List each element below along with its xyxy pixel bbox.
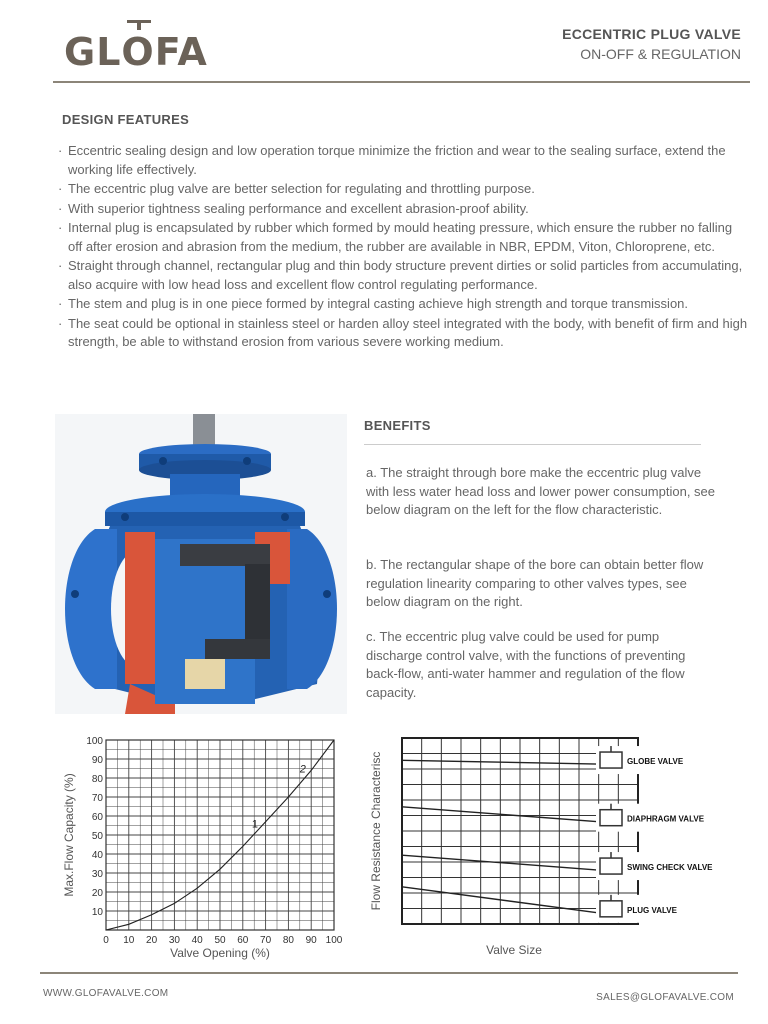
x-tick-label: 30 (168, 935, 180, 946)
benefits-divider (364, 444, 701, 445)
glofa-logo (64, 20, 214, 74)
y-tick-label: 90 (91, 755, 103, 766)
email-link[interactable]: SALES@GLOFAVALVE.COM (596, 992, 734, 1003)
y-tick-label: 30 (91, 869, 103, 880)
y-tick-label: 10 (91, 907, 103, 918)
series-label: PLUG VALVE (627, 905, 677, 915)
x-tick-label: 40 (191, 935, 203, 946)
annotation-label: 2 (299, 763, 306, 776)
design-features-heading: DESIGN FEATURES (62, 112, 190, 127)
y-tick-label: 60 (91, 812, 103, 823)
annotation-label: 1 (251, 818, 259, 831)
benefit-item: b. The rectangular shape of the bore can obtain better flow regulation linearity comparing to other valves types, see below diagram on the right. (366, 557, 704, 609)
product-title: ECCENTRIC PLUG VALVE (562, 26, 741, 42)
feature-item: · The stem and plug is in one piece formed by integral casting achieve high strength and torque transmission. (58, 295, 748, 314)
x-tick-label: 60 (237, 935, 249, 946)
y-tick-label: 70 (91, 793, 103, 804)
y-axis-label: Max.Flow Capacity (%) (62, 773, 76, 897)
x-tick-label: 100 (325, 935, 343, 946)
y-tick-label: 100 (86, 736, 103, 747)
y-tick-label: 20 (91, 888, 103, 899)
y-tick-label: 40 (91, 850, 103, 861)
series-label: DIAPHRAGM VALVE (627, 814, 705, 824)
feature-item: · Eccentric sealing design and low operation torque minimize the friction and wear to the sealing surface, extend the working life effectively. (58, 142, 748, 179)
feature-item: · Straight through channel, rectangular plug and thin body structure prevent dirties or solid particles from accumulating, also acquire with low head loss and excellent flow control regulating performance. (58, 257, 748, 294)
x-tick-label: 90 (305, 935, 317, 946)
x-tick-label: 80 (282, 935, 294, 946)
x-axis-label: Valve Size (486, 943, 542, 957)
benefit-item: a. The straight through bore make the eccentric plug valve with less water head loss and lower power consumption, see below diagram on the left for the flow characteristic. (366, 465, 716, 517)
flow-capacity-chart (56, 728, 352, 964)
design-features-list (58, 142, 748, 353)
header-divider (53, 81, 750, 83)
x-axis-label: Valve Opening (%) (170, 946, 270, 960)
benefits-heading: BENEFITS (364, 418, 431, 433)
x-tick-label: 10 (123, 935, 135, 946)
x-tick-label: 0 (103, 935, 109, 946)
x-tick-label: 70 (260, 935, 272, 946)
valve-cutaway-image (55, 414, 347, 714)
y-tick-label: 80 (91, 774, 103, 785)
benefit-item: c. The eccentric plug valve could be used for pump discharge control valve, with the functions of preventing back-flow, anti-water hammer and regulation of the flow capacity. (366, 629, 686, 700)
product-subtitle: ON-OFF & REGULATION (580, 46, 741, 62)
y-tick-label: 50 (91, 831, 103, 842)
logo-text: GLOFA (64, 30, 208, 74)
series-label: SWING CHECK VALVE (627, 863, 713, 873)
y-axis-label: Flow Resistance Characterisc (369, 751, 383, 911)
feature-item: · The seat could be optional in stainless steel or harden alloy steel integrated with the body, with benefit of firm and high strength, be able to withstand erosion from various severe working medium. (58, 315, 748, 352)
feature-item: · With superior tightness sealing performance and excellent abrasion-proof ability. (58, 200, 748, 219)
footer-divider (40, 972, 738, 974)
x-tick-label: 50 (214, 935, 226, 946)
feature-item: · Internal plug is encapsulated by rubber which formed by mould heating pressure, which ensure the rubber no falling off after erosion and abrasion from the medium, the rubber are available in NBR, EPDM, Viton, Chloroprene, etc. (58, 219, 748, 256)
website-link[interactable]: WWW.GLOFAVALVE.COM (43, 988, 169, 999)
flow-resistance-chart (365, 728, 755, 964)
feature-item: · The eccentric plug valve are better selection for regulating and throttling purpose. (58, 180, 748, 199)
x-tick-label: 20 (146, 935, 158, 946)
series-label: GLOBE VALVE (627, 757, 684, 767)
